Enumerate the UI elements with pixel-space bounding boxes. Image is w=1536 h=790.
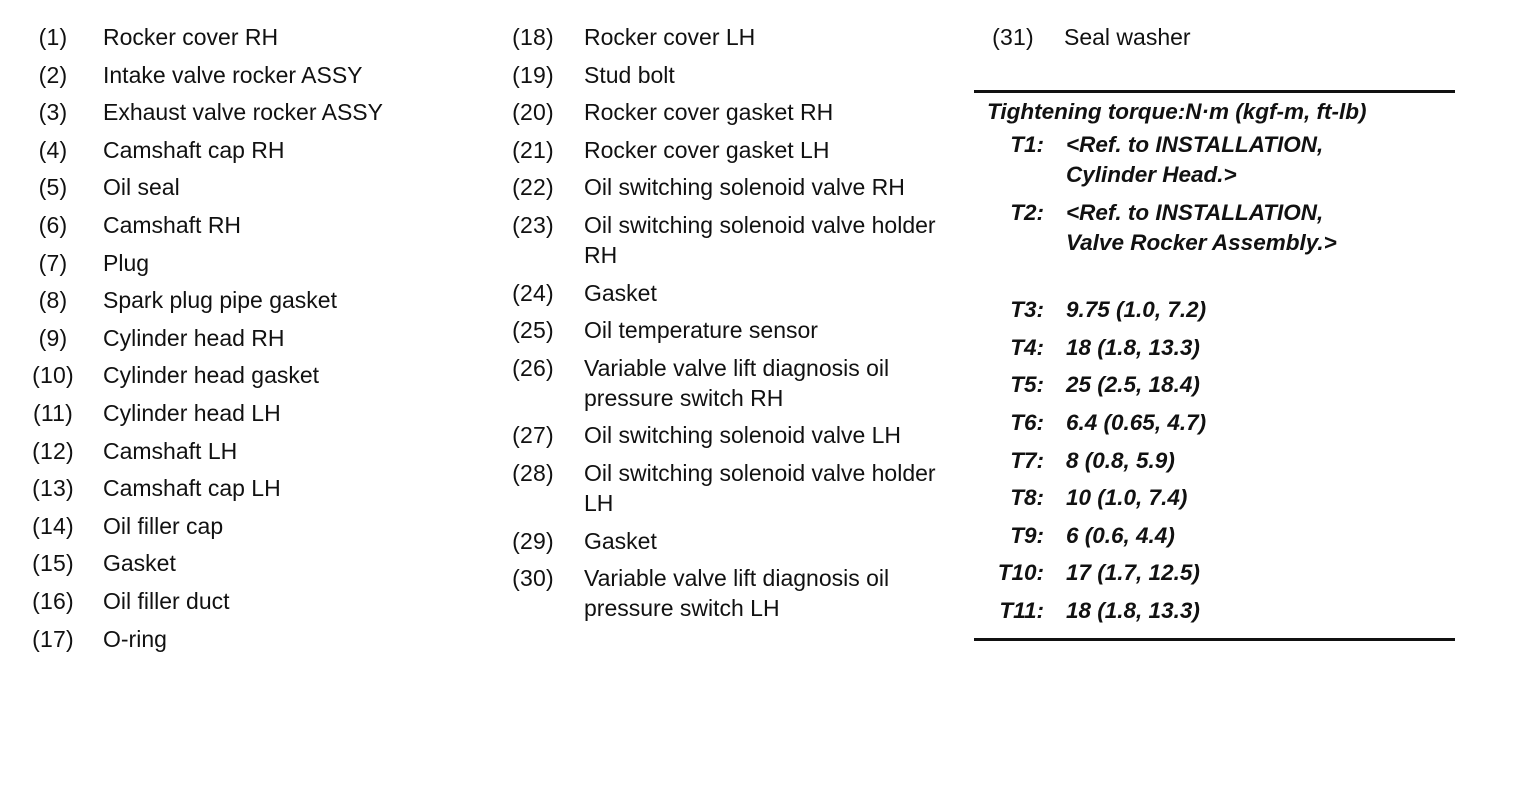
part-list-item [510,420,980,450]
torque-code: T5: [1010,372,1044,398]
part-number: (31) [992,24,1034,50]
torque-row [974,370,1455,400]
part-name: Oil switching solenoid valve holder RH [584,211,936,268]
torque-value: 25 (2.5, 18.4) [1066,372,1200,398]
part-name: Variable valve lift diagnosis oil pressure switch RH [584,354,890,411]
part-number: (14) [32,512,74,539]
part-list-item [510,97,980,127]
part-name: Gasket [103,550,176,577]
part-name: Oil switching solenoid valve holder LH [584,459,936,516]
part-number: (4) [38,136,68,163]
part-name: Rocker cover gasket RH [584,99,834,126]
part-name: Camshaft cap RH [103,136,285,163]
part-list-item [510,458,980,518]
part-list-item [30,285,480,315]
part-number: (12) [32,437,74,464]
parts-column-2 [510,22,980,631]
part-number: (15) [32,550,74,577]
part-name: Oil filler duct [103,587,230,614]
part-list-item [510,135,980,165]
part-number: (1) [38,24,68,50]
torque-value: 9.75 (1.0, 7.2) [1066,297,1207,323]
part-name: Oil switching solenoid valve RH [584,174,905,201]
tightening-torque-table [974,90,1455,641]
part-list-item [510,526,980,556]
part-name: Oil temperature sensor [584,317,818,344]
part-name: Oil seal [103,174,180,201]
part-number: (24) [512,279,554,306]
part-name: Intake valve rocker ASSY [103,61,363,88]
part-number: (26) [512,354,554,381]
part-name: Cylinder head gasket [103,362,320,389]
part-list-item [30,436,480,466]
part-number: (19) [512,61,554,88]
part-list-item [990,22,1460,52]
part-number: (20) [512,99,554,126]
part-number: (16) [32,587,74,614]
part-list-item [510,22,980,52]
part-name: Seal washer [1064,24,1191,50]
part-list-item [30,548,480,578]
part-name: Rocker cover gasket LH [584,136,830,163]
part-name: Gasket [584,527,657,554]
torque-row [974,596,1455,626]
torque-code: T10: [997,560,1044,586]
torque-value: 6 (0.6, 4.4) [1066,522,1175,548]
part-name: Plug [103,249,150,276]
part-list-item [30,248,480,278]
parts-column-3 [990,22,1460,60]
part-list-item [510,210,980,270]
part-name: O-ring [103,625,167,652]
part-number: (5) [38,174,68,201]
torque-row [974,483,1455,513]
part-number: (3) [38,99,68,126]
torque-code: T8: [1010,485,1044,511]
part-number: (6) [38,211,68,238]
torque-row [974,333,1455,363]
part-list-item [510,315,980,345]
torque-value: 17 (1.7, 12.5) [1066,560,1200,586]
part-number: (29) [512,527,554,554]
torque-value: <Ref. to INSTALLATION, Cylinder Head.> [1066,132,1324,187]
part-number: (11) [33,399,73,426]
torque-value: 6.4 (0.65, 4.7) [1066,409,1207,435]
torque-reference-list [974,130,1455,258]
part-name: Stud bolt [584,61,675,88]
part-name: Spark plug pipe gasket [103,287,337,314]
part-number: (7) [38,249,68,276]
part-name: Variable valve lift diagnosis oil pressure switch LH [584,565,890,622]
torque-code: T4: [1010,334,1044,360]
part-list-item [510,278,980,308]
part-number: (25) [512,317,554,344]
torque-row [974,295,1455,325]
part-list-item [30,323,480,353]
part-name: Cylinder head RH [103,324,285,351]
part-name: Camshaft RH [103,211,242,238]
part-number: (2) [38,61,68,88]
part-list-item [30,473,480,503]
part-list-item [30,624,480,654]
part-list-item [510,353,980,413]
torque-row [974,446,1455,476]
torque-row [974,198,1455,258]
part-list-item [30,172,480,202]
torque-row [974,130,1455,190]
torque-value-list [974,295,1455,626]
torque-value: <Ref. to INSTALLATION, Valve Rocker Assembly.> [1066,199,1337,255]
part-list-item [30,22,480,52]
torque-value: 8 (0.8, 5.9) [1066,447,1175,473]
part-number: (8) [38,287,68,314]
torque-value: 18 (1.8, 13.3) [1066,597,1200,623]
part-list-item [510,172,980,202]
part-list-item [30,135,480,165]
part-number: (9) [38,324,68,351]
part-number: (21) [512,136,554,163]
part-number: (17) [32,625,74,652]
part-name: Oil filler cap [103,512,224,539]
torque-row [974,521,1455,551]
part-list-item [30,586,480,616]
torque-code: T6: [1010,409,1044,435]
part-number: (27) [512,422,554,449]
part-name: Rocker cover RH [103,24,279,50]
torque-code: T7: [1010,447,1044,473]
part-name: Rocker cover LH [584,24,756,50]
part-list-item [30,360,480,390]
torque-code: T1: [1010,132,1044,157]
torque-value: 10 (1.0, 7.4) [1066,485,1188,511]
part-list-item [30,398,480,428]
torque-spacer [974,265,1455,295]
part-number: (28) [512,459,554,486]
part-name: Oil switching solenoid valve LH [584,422,902,449]
part-list-item [510,60,980,90]
part-name: Exhaust valve rocker ASSY [103,99,383,126]
torque-code: T3: [1010,297,1044,323]
torque-code: T9: [1010,522,1044,548]
torque-row [974,558,1455,588]
torque-code: T2: [1010,199,1044,225]
part-number: (13) [32,475,74,502]
part-list-item [30,97,480,127]
part-name: Cylinder head LH [103,399,281,426]
part-list-item [30,60,480,90]
part-number: (18) [512,24,554,50]
part-number: (23) [512,211,554,238]
part-number: (10) [32,362,74,389]
part-number: (30) [512,565,554,592]
part-name: Camshaft LH [103,437,238,464]
part-list-item [510,563,980,623]
part-list-item [30,210,480,240]
part-number: (22) [512,174,554,201]
part-list-item [30,511,480,541]
torque-code: T11: [999,597,1044,623]
torque-value: 18 (1.8, 13.3) [1066,334,1200,360]
part-name: Gasket [584,279,657,306]
torque-row [974,408,1455,438]
parts-column-1 [30,22,480,661]
part-name: Camshaft cap LH [103,475,281,502]
torque-table-header: Tightening torque:N·m (kgf-m, ft-lb) [987,99,1367,124]
